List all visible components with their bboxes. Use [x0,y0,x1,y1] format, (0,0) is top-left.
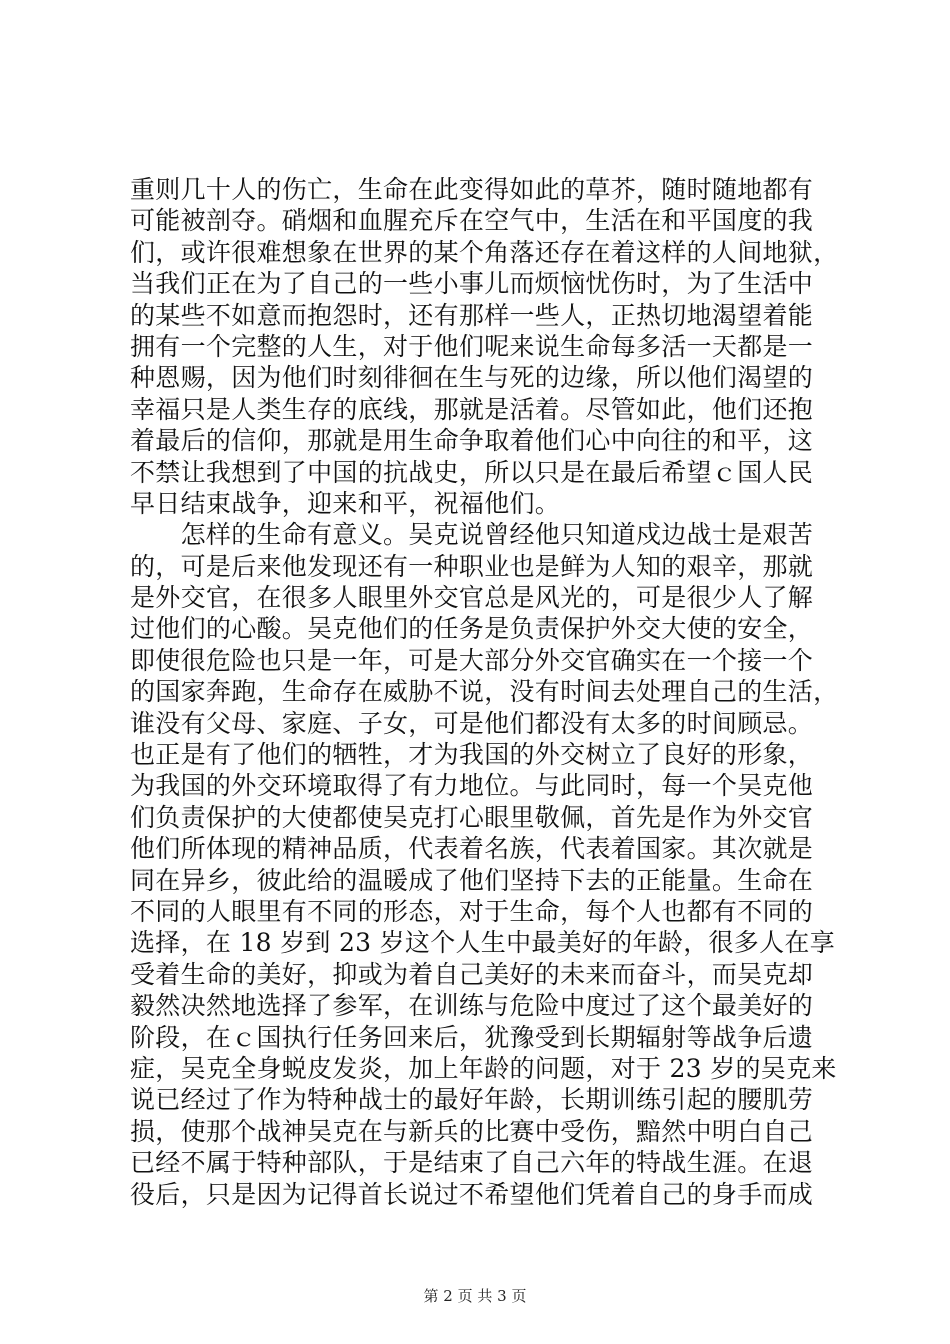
text-line: 他们所体现的精神品质，代表着名族，代表着国家。其次就是 [130,834,814,864]
text-line: 同在异乡，彼此给的温暖成了他们坚持下去的正能量。生命在 [130,865,814,895]
text-line: 拥有一个完整的人生，对于他们呢来说生命每多活一天都是一 [130,331,814,361]
text-line: 毅然决然地选择了参军，在训练与危险中度过了这个最美好的 [130,991,814,1021]
text-line: 的，可是后来他发现还有一种职业也是鲜为人知的艰辛，那就 [130,551,814,581]
text-line: 阶段，在ｃ国执行任务回来后，犹豫受到长期辐射等战争后遗 [130,1022,814,1052]
text-line: 的某些不如意而抱怨时，还有那样一些人，正热切地渴望着能 [130,300,814,330]
text-line: 谁没有父母、家庭、子女，可是他们都没有太多的时间顾忌。 [130,708,814,738]
text-line: 怎样的生命有意义。吴克说曾经他只知道戍边战士是艰苦 [130,520,814,550]
text-line: 受着生命的美好，抑或为着自己美好的未来而奋斗，而吴克却 [130,959,814,989]
text-line: 早日结束战争，迎来和平，祝福他们。 [130,488,561,518]
text-line: 不同的人眼里有不同的形态，对于生命，每个人也都有不同的 [130,896,814,926]
text-line: 也正是有了他们的牺牲，才为我国的外交树立了良好的形象， [130,740,814,770]
text-line: 们负责保护的大使都使吴克打心眼里敬佩，首先是作为外交官 [130,802,814,832]
text-line: 役后，只是因为记得首长说过不希望他们凭着自己的身手而成 [130,1179,814,1209]
text-line: 当我们正在为了自己的一些小事儿而烦恼忧伤时，为了生活中 [130,269,814,299]
page-footer: 第 2 页 共 3 页 [423,1287,527,1305]
text-line: 种恩赐，因为他们时刻徘徊在生与死的边缘，所以他们渴望的 [130,363,814,393]
text-line: 损，使那个战神吴克在与新兵的比赛中受伤，黯然中明白自己 [130,1116,814,1146]
text-line: 说已经过了作为特种战士的最好年龄，长期训练引起的腰肌劳 [130,1085,814,1115]
text-line: 不禁让我想到了中国的抗战史，所以只是在最后希望ｃ国人民 [130,457,814,487]
text-line: 症，吴克全身蜕皮发炎，加上年龄的问题，对于 23 岁的吴克来 [130,1053,837,1083]
text-line: 幸福只是人类生存的底线，那就是活着。尽管如此，他们还抱 [130,394,814,424]
text-line: 重则几十人的伤亡，生命在此变得如此的草芥，随时随地都有 [130,175,814,204]
text-line: 选择，在 18 岁到 23 岁这个人生中最美好的年龄，很多人在享 [130,928,836,958]
text-line: 过他们的心酸。吴克他们的任务是负责保护外交大使的安全， [130,614,814,644]
text-line: 已经不属于特种部队，于是结束了自己六年的特战生涯。在退 [130,1148,814,1178]
body-text [130,174,842,1210]
text-line: 是外交官，在很多人眼里外交官总是风光的，可是很少人了解 [130,583,814,613]
text-line: 着最后的信仰，那就是用生命争取着他们心中向往的和平，这 [130,426,814,456]
text-line: 即使很危险也只是一年，可是大部分外交官确实在一个接一个 [130,645,814,675]
text-line: 们，或许很难想象在世界的某个角落还存在着这样的人间地狱， [130,237,839,267]
text-line: 可能被剖夺。硝烟和血腥充斥在空气中，生活在和平国度的我 [130,206,814,236]
text-line: 为我国的外交环境取得了有力地位。与此同时，每一个吴克他 [130,771,814,801]
text-line: 的国家奔跑，生命存在威胁不说，没有时间去处理自己的生活， [130,677,839,707]
